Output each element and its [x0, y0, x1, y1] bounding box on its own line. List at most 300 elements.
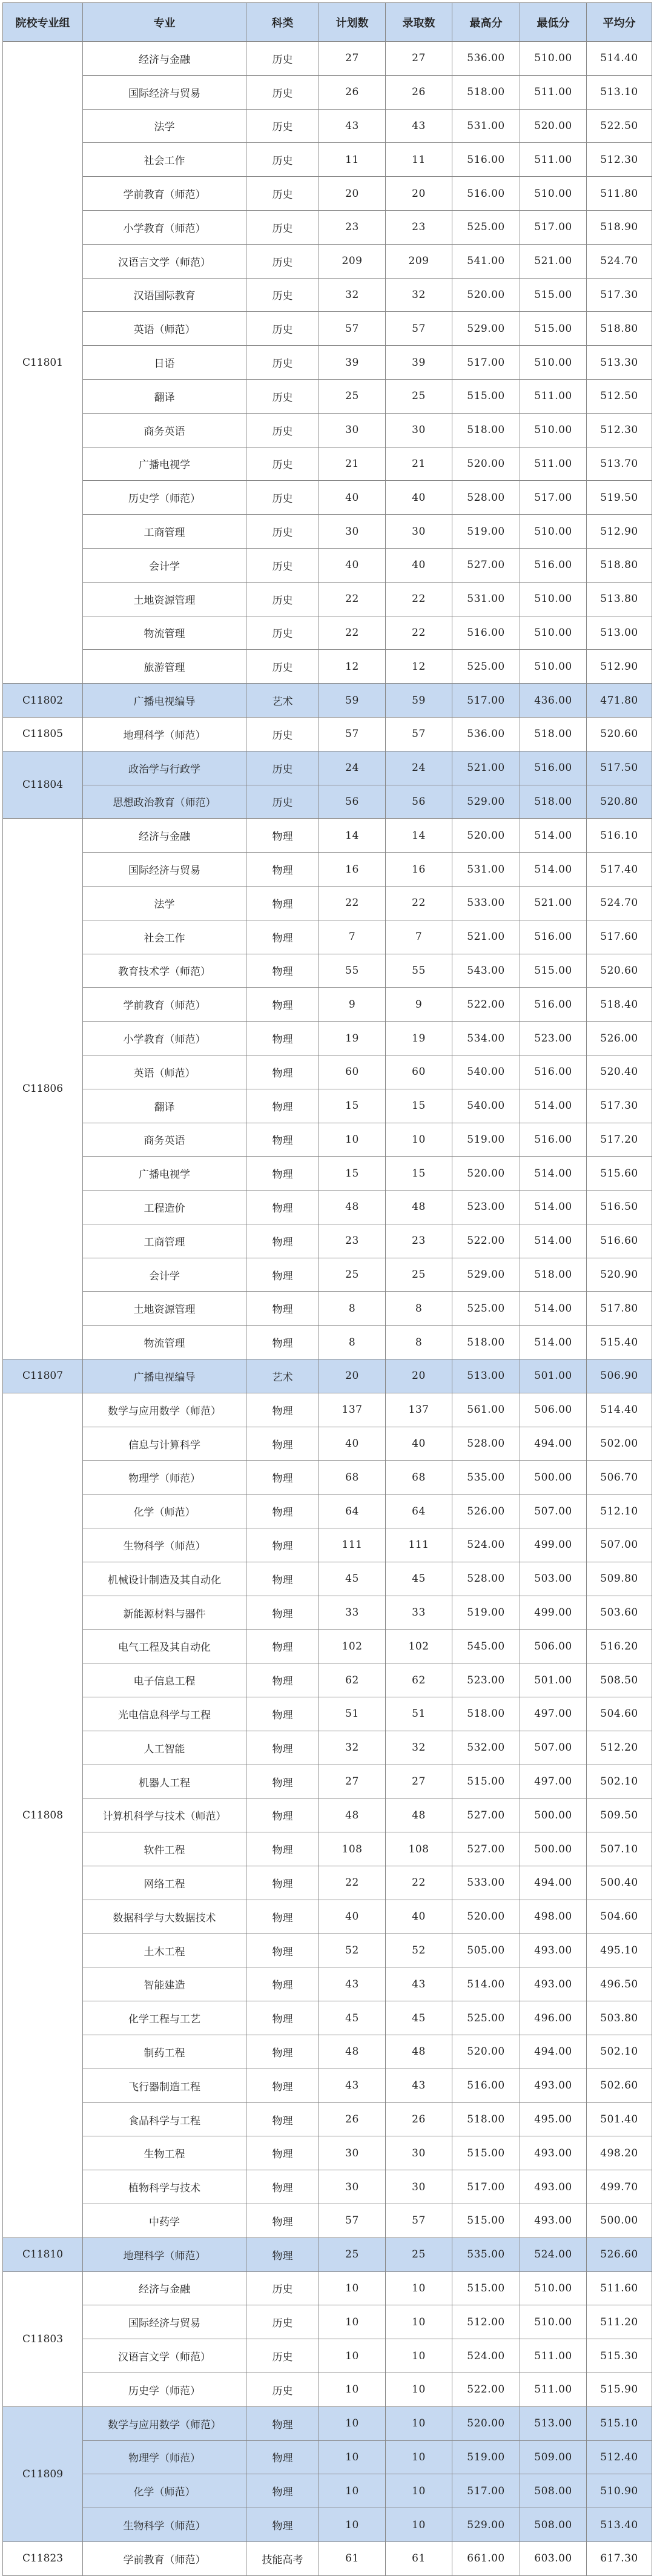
admitted-count-cell: 16: [386, 853, 452, 887]
plan-count-cell: 40: [319, 481, 386, 515]
plan-count-cell: 40: [319, 1427, 386, 1461]
max-score-cell: 529.00: [452, 785, 520, 819]
avg-score-cell: 496.50: [587, 1967, 652, 2001]
major-cell: 电子信息工程: [83, 1663, 246, 1697]
max-score-cell: 543.00: [452, 954, 520, 988]
avg-score-cell: 516.20: [587, 1630, 652, 1663]
plan-count-cell: 48: [319, 2035, 386, 2069]
avg-score-cell: 520.60: [587, 717, 652, 751]
major-cell: 土地资源管理: [83, 582, 246, 616]
max-score-cell: 532.00: [452, 1731, 520, 1765]
plan-count-cell: 27: [319, 1765, 386, 1798]
major-cell: 网络工程: [83, 1866, 246, 1900]
max-score-cell: 515.00: [452, 1765, 520, 1798]
plan-count-cell: 108: [319, 1832, 386, 1866]
avg-score-cell: 508.50: [587, 1663, 652, 1697]
plan-count-cell: 30: [319, 515, 386, 549]
min-score-cell: 506.00: [520, 1393, 587, 1427]
table-row: [3, 1393, 652, 1427]
min-score-cell: 514.00: [520, 1157, 587, 1191]
subject-type-cell: 历史: [246, 42, 319, 76]
max-score-cell: 521.00: [452, 751, 520, 785]
subject-type-cell: 历史: [246, 582, 319, 616]
table-row: [3, 481, 652, 515]
major-cell: 经济与金融: [83, 819, 246, 853]
avg-score-cell: 511.80: [587, 177, 652, 211]
table-row: [3, 312, 652, 346]
avg-score-cell: 507.10: [587, 1832, 652, 1866]
avg-score-cell: 517.50: [587, 751, 652, 785]
table-row: [3, 1022, 652, 1055]
max-score-cell: 535.00: [452, 2237, 520, 2271]
major-cell: 历史学（师范）: [83, 2373, 246, 2406]
table-row: [3, 2204, 652, 2238]
plan-count-cell: 68: [319, 1461, 386, 1494]
min-score-cell: 514.00: [520, 1224, 587, 1258]
major-cell: 广播电视学: [83, 447, 246, 481]
major-cell: 计算机科学与技术（师范）: [83, 1798, 246, 1832]
subject-type-cell: 历史: [246, 312, 319, 346]
subject-type-cell: 历史: [246, 481, 319, 515]
min-score-cell: 520.00: [520, 109, 587, 143]
subject-type-cell: 艺术: [246, 1359, 319, 1393]
plan-count-cell: 20: [319, 1359, 386, 1393]
min-score-cell: 494.00: [520, 2035, 587, 2069]
major-cell: 食品科学与工程: [83, 2102, 246, 2136]
table-row: [3, 920, 652, 954]
table-row: [3, 42, 652, 76]
min-score-cell: 436.00: [520, 684, 587, 718]
subject-type-cell: 物理: [246, 1697, 319, 1731]
max-score-cell: 516.00: [452, 616, 520, 650]
avg-score-cell: 522.50: [587, 109, 652, 143]
major-cell: 汉语言文学（师范）: [83, 2339, 246, 2373]
subject-type-cell: 物理: [246, 1494, 319, 1528]
table-row: [3, 751, 652, 785]
admitted-count-cell: 40: [386, 481, 452, 515]
admitted-count-cell: 25: [386, 2237, 452, 2271]
major-cell: 化学（师范）: [83, 2474, 246, 2508]
max-score-cell: 528.00: [452, 481, 520, 515]
group-code-cell: C11806: [3, 819, 83, 1359]
plan-count-cell: 16: [319, 853, 386, 887]
min-score-cell: 523.00: [520, 1022, 587, 1055]
subject-type-cell: 物理: [246, 1528, 319, 1562]
major-cell: 广播电视学: [83, 1157, 246, 1191]
min-score-cell: 516.00: [520, 920, 587, 954]
max-score-cell: 517.00: [452, 684, 520, 718]
avg-score-cell: 524.70: [587, 886, 652, 920]
max-score-cell: 525.00: [452, 2001, 520, 2035]
major-cell: 工商管理: [83, 1224, 246, 1258]
group-code-cell: C11804: [3, 751, 83, 819]
subject-type-cell: 艺术: [246, 684, 319, 718]
avg-score-cell: 512.90: [587, 515, 652, 549]
avg-score-cell: 471.80: [587, 684, 652, 718]
plan-count-cell: 23: [319, 1224, 386, 1258]
avg-score-cell: 513.30: [587, 346, 652, 380]
table-row: [3, 1461, 652, 1494]
max-score-cell: 523.00: [452, 1191, 520, 1224]
admitted-count-cell: 22: [386, 886, 452, 920]
min-score-cell: 495.00: [520, 2102, 587, 2136]
min-score-cell: 500.00: [520, 1461, 587, 1494]
admitted-count-cell: 32: [386, 278, 452, 312]
table-row: [3, 447, 652, 481]
admitted-count-cell: 209: [386, 244, 452, 278]
subject-type-cell: 物理: [246, 1191, 319, 1224]
plan-count-cell: 209: [319, 244, 386, 278]
major-cell: 信息与计算科学: [83, 1427, 246, 1461]
min-score-cell: 513.00: [520, 2406, 587, 2440]
admitted-count-cell: 56: [386, 785, 452, 819]
admitted-count-cell: 23: [386, 210, 452, 244]
avg-score-cell: 515.60: [587, 1157, 652, 1191]
admitted-count-cell: 15: [386, 1157, 452, 1191]
avg-score-cell: 520.40: [587, 1055, 652, 1089]
avg-score-cell: 518.90: [587, 210, 652, 244]
major-cell: 机器人工程: [83, 1765, 246, 1798]
major-cell: 飞行器制造工程: [83, 2069, 246, 2102]
plan-count-cell: 10: [319, 2305, 386, 2339]
table-row: [3, 1123, 652, 1157]
major-cell: 汉语言文学（师范）: [83, 244, 246, 278]
max-score-cell: 519.00: [452, 2440, 520, 2474]
subject-type-cell: 物理: [246, 1089, 319, 1123]
plan-count-cell: 10: [319, 2508, 386, 2542]
admitted-count-cell: 23: [386, 1224, 452, 1258]
admitted-count-cell: 21: [386, 447, 452, 481]
avg-score-cell: 502.10: [587, 2035, 652, 2069]
header-min-score: 最低分: [520, 3, 587, 42]
major-cell: 英语（师范）: [83, 1055, 246, 1089]
plan-count-cell: 26: [319, 75, 386, 109]
avg-score-cell: 515.30: [587, 2339, 652, 2373]
header-admitted-count: 录取数: [386, 3, 452, 42]
major-cell: 小学教育（师范）: [83, 210, 246, 244]
plan-count-cell: 39: [319, 346, 386, 380]
avg-score-cell: 502.00: [587, 1427, 652, 1461]
avg-score-cell: 504.60: [587, 1900, 652, 1934]
admitted-count-cell: 57: [386, 2204, 452, 2238]
subject-type-cell: 物理: [246, 1123, 319, 1157]
plan-count-cell: 27: [319, 42, 386, 76]
admitted-count-cell: 8: [386, 1326, 452, 1359]
max-score-cell: 540.00: [452, 1089, 520, 1123]
plan-count-cell: 48: [319, 1191, 386, 1224]
min-score-cell: 493.00: [520, 2136, 587, 2170]
admitted-count-cell: 30: [386, 2136, 452, 2170]
avg-score-cell: 513.80: [587, 582, 652, 616]
avg-score-cell: 519.50: [587, 481, 652, 515]
admitted-count-cell: 33: [386, 1596, 452, 1630]
major-cell: 新能源材料与器件: [83, 1596, 246, 1630]
max-score-cell: 531.00: [452, 109, 520, 143]
max-score-cell: 516.00: [452, 143, 520, 177]
subject-type-cell: 历史: [246, 2271, 319, 2305]
admitted-count-cell: 30: [386, 413, 452, 447]
subject-type-cell: 物理: [246, 853, 319, 887]
min-score-cell: 500.00: [520, 1798, 587, 1832]
table-row: [3, 346, 652, 380]
admitted-count-cell: 10: [386, 2339, 452, 2373]
admission-scores-table: [2, 2, 652, 2576]
plan-count-cell: 10: [319, 2440, 386, 2474]
max-score-cell: 536.00: [452, 717, 520, 751]
min-score-cell: 514.00: [520, 1326, 587, 1359]
admitted-count-cell: 14: [386, 819, 452, 853]
subject-type-cell: 历史: [246, 616, 319, 650]
major-cell: 英语（师范）: [83, 312, 246, 346]
table-row: [3, 1798, 652, 1832]
min-score-cell: 511.00: [520, 143, 587, 177]
avg-score-cell: 506.90: [587, 1359, 652, 1393]
avg-score-cell: 617.30: [587, 2541, 652, 2575]
avg-score-cell: 504.60: [587, 1697, 652, 1731]
max-score-cell: 518.00: [452, 413, 520, 447]
table-row: [3, 988, 652, 1022]
admitted-count-cell: 11: [386, 143, 452, 177]
admitted-count-cell: 55: [386, 954, 452, 988]
plan-count-cell: 26: [319, 2102, 386, 2136]
admitted-count-cell: 108: [386, 1832, 452, 1866]
major-cell: 地理科学（师范）: [83, 2237, 246, 2271]
plan-count-cell: 20: [319, 177, 386, 211]
min-score-cell: 503.00: [520, 1562, 587, 1596]
max-score-cell: 517.00: [452, 2474, 520, 2508]
avg-score-cell: 500.00: [587, 2204, 652, 2238]
min-score-cell: 494.00: [520, 1427, 587, 1461]
subject-type-cell: 物理: [246, 1022, 319, 1055]
min-score-cell: 518.00: [520, 717, 587, 751]
avg-score-cell: 500.40: [587, 1866, 652, 1900]
avg-score-cell: 512.30: [587, 413, 652, 447]
subject-type-cell: 历史: [246, 548, 319, 582]
avg-score-cell: 495.10: [587, 1934, 652, 1967]
min-score-cell: 515.00: [520, 312, 587, 346]
admitted-count-cell: 8: [386, 1292, 452, 1326]
subject-type-cell: 物理: [246, 1258, 319, 1292]
plan-count-cell: 25: [319, 2237, 386, 2271]
max-score-cell: 528.00: [452, 1562, 520, 1596]
subject-type-cell: 物理: [246, 1461, 319, 1494]
table-row: [3, 1596, 652, 1630]
min-score-cell: 496.00: [520, 2001, 587, 2035]
subject-type-cell: 历史: [246, 346, 319, 380]
admitted-count-cell: 39: [386, 346, 452, 380]
max-score-cell: 520.00: [452, 1157, 520, 1191]
table-row: [3, 2069, 652, 2102]
admitted-count-cell: 43: [386, 1967, 452, 2001]
subject-type-cell: 历史: [246, 379, 319, 413]
max-score-cell: 661.00: [452, 2541, 520, 2575]
admitted-count-cell: 40: [386, 1427, 452, 1461]
plan-count-cell: 40: [319, 1900, 386, 1934]
admitted-count-cell: 111: [386, 1528, 452, 1562]
max-score-cell: 561.00: [452, 1393, 520, 1427]
subject-type-cell: 历史: [246, 177, 319, 211]
max-score-cell: 520.00: [452, 278, 520, 312]
major-cell: 学前教育（师范）: [83, 2541, 246, 2575]
plan-count-cell: 64: [319, 1494, 386, 1528]
major-cell: 物理学（师范）: [83, 2440, 246, 2474]
subject-type-cell: 物理: [246, 1292, 319, 1326]
max-score-cell: 519.00: [452, 1123, 520, 1157]
avg-score-cell: 512.90: [587, 650, 652, 684]
subject-type-cell: 物理: [246, 1326, 319, 1359]
avg-score-cell: 516.50: [587, 1191, 652, 1224]
max-score-cell: 525.00: [452, 210, 520, 244]
group-code-cell: C11808: [3, 1393, 83, 2237]
plan-count-cell: 8: [319, 1326, 386, 1359]
max-score-cell: 520.00: [452, 447, 520, 481]
max-score-cell: 536.00: [452, 42, 520, 76]
min-score-cell: 516.00: [520, 988, 587, 1022]
max-score-cell: 519.00: [452, 1596, 520, 1630]
min-score-cell: 510.00: [520, 2271, 587, 2305]
subject-type-cell: 物理: [246, 920, 319, 954]
admitted-count-cell: 62: [386, 1663, 452, 1697]
avg-score-cell: 520.60: [587, 954, 652, 988]
table-row: [3, 1934, 652, 1967]
avg-score-cell: 512.50: [587, 379, 652, 413]
plan-count-cell: 7: [319, 920, 386, 954]
subject-type-cell: 物理: [246, 1427, 319, 1461]
admitted-count-cell: 25: [386, 1258, 452, 1292]
table-row: [3, 2305, 652, 2339]
plan-count-cell: 25: [319, 1258, 386, 1292]
avg-score-cell: 512.10: [587, 1494, 652, 1528]
admitted-count-cell: 57: [386, 312, 452, 346]
min-score-cell: 510.00: [520, 413, 587, 447]
plan-count-cell: 45: [319, 2001, 386, 2035]
major-cell: 法学: [83, 109, 246, 143]
plan-count-cell: 33: [319, 1596, 386, 1630]
major-cell: 广播电视编导: [83, 1359, 246, 1393]
min-score-cell: 516.00: [520, 751, 587, 785]
table-row: [3, 1292, 652, 1326]
avg-score-cell: 518.80: [587, 548, 652, 582]
major-cell: 法学: [83, 886, 246, 920]
header-avg-score: 平均分: [587, 3, 652, 42]
table-row: [3, 1055, 652, 1089]
subject-type-cell: 物理: [246, 1866, 319, 1900]
major-cell: 会计学: [83, 548, 246, 582]
min-score-cell: 516.00: [520, 548, 587, 582]
min-score-cell: 514.00: [520, 819, 587, 853]
subject-type-cell: 物理: [246, 1765, 319, 1798]
max-score-cell: 529.00: [452, 312, 520, 346]
subject-type-cell: 历史: [246, 75, 319, 109]
group-code-cell: C11823: [3, 2541, 83, 2575]
subject-type-cell: 物理: [246, 1562, 319, 1596]
min-score-cell: 493.00: [520, 1934, 587, 1967]
admitted-count-cell: 64: [386, 1494, 452, 1528]
admitted-count-cell: 19: [386, 1022, 452, 1055]
admitted-count-cell: 22: [386, 582, 452, 616]
max-score-cell: 517.00: [452, 2170, 520, 2204]
major-cell: 物流管理: [83, 616, 246, 650]
plan-count-cell: 15: [319, 1157, 386, 1191]
plan-count-cell: 43: [319, 2069, 386, 2102]
max-score-cell: 523.00: [452, 1663, 520, 1697]
subject-type-cell: 历史: [246, 143, 319, 177]
min-score-cell: 510.00: [520, 346, 587, 380]
max-score-cell: 515.00: [452, 379, 520, 413]
subject-type-cell: 物理: [246, 1900, 319, 1934]
admitted-count-cell: 27: [386, 1765, 452, 1798]
plan-count-cell: 22: [319, 616, 386, 650]
table-row: [3, 2136, 652, 2170]
avg-score-cell: 517.30: [587, 1089, 652, 1123]
min-score-cell: 500.00: [520, 1832, 587, 1866]
plan-count-cell: 57: [319, 312, 386, 346]
major-cell: 数学与应用数学（师范）: [83, 2406, 246, 2440]
table-row: [3, 1157, 652, 1191]
subject-type-cell: 物理: [246, 2136, 319, 2170]
avg-score-cell: 517.20: [587, 1123, 652, 1157]
min-score-cell: 497.00: [520, 1697, 587, 1731]
min-score-cell: 510.00: [520, 582, 587, 616]
subject-type-cell: 物理: [246, 2237, 319, 2271]
avg-score-cell: 517.30: [587, 278, 652, 312]
max-score-cell: 520.00: [452, 2406, 520, 2440]
table-row: [3, 1494, 652, 1528]
major-cell: 翻译: [83, 1089, 246, 1123]
table-row: [3, 2271, 652, 2305]
table-row: [3, 1697, 652, 1731]
group-code-cell: C11803: [3, 2271, 83, 2406]
major-cell: 生物科学（师范）: [83, 1528, 246, 1562]
avg-score-cell: 509.50: [587, 1798, 652, 1832]
min-score-cell: 510.00: [520, 616, 587, 650]
max-score-cell: 533.00: [452, 886, 520, 920]
avg-score-cell: 509.80: [587, 1562, 652, 1596]
table-row: [3, 2474, 652, 2508]
plan-count-cell: 60: [319, 1055, 386, 1089]
admitted-count-cell: 25: [386, 379, 452, 413]
table-row: [3, 1832, 652, 1866]
admitted-count-cell: 59: [386, 684, 452, 718]
major-cell: 地理科学（师范）: [83, 717, 246, 751]
major-cell: 社会工作: [83, 920, 246, 954]
major-cell: 生物工程: [83, 2136, 246, 2170]
table-row: [3, 244, 652, 278]
avg-score-cell: 514.40: [587, 42, 652, 76]
avg-score-cell: 513.40: [587, 2508, 652, 2542]
major-cell: 数学与应用数学（师范）: [83, 1393, 246, 1427]
subject-type-cell: 物理: [246, 1630, 319, 1663]
admitted-count-cell: 10: [386, 2305, 452, 2339]
avg-score-cell: 518.80: [587, 312, 652, 346]
subject-type-cell: 历史: [246, 413, 319, 447]
max-score-cell: 516.00: [452, 177, 520, 211]
header-group-code: 院校专业组: [3, 3, 83, 42]
subject-type-cell: 历史: [246, 447, 319, 481]
avg-score-cell: 526.00: [587, 1022, 652, 1055]
group-code-cell: C11805: [3, 717, 83, 751]
max-score-cell: 513.00: [452, 1359, 520, 1393]
major-cell: 土地资源管理: [83, 1292, 246, 1326]
major-cell: 教育技术学（师范）: [83, 954, 246, 988]
subject-type-cell: 历史: [246, 109, 319, 143]
table-row: [3, 1326, 652, 1359]
admitted-count-cell: 57: [386, 717, 452, 751]
avg-score-cell: 515.90: [587, 2373, 652, 2406]
plan-count-cell: 22: [319, 1866, 386, 1900]
admitted-count-cell: 10: [386, 2474, 452, 2508]
table-row: [3, 717, 652, 751]
